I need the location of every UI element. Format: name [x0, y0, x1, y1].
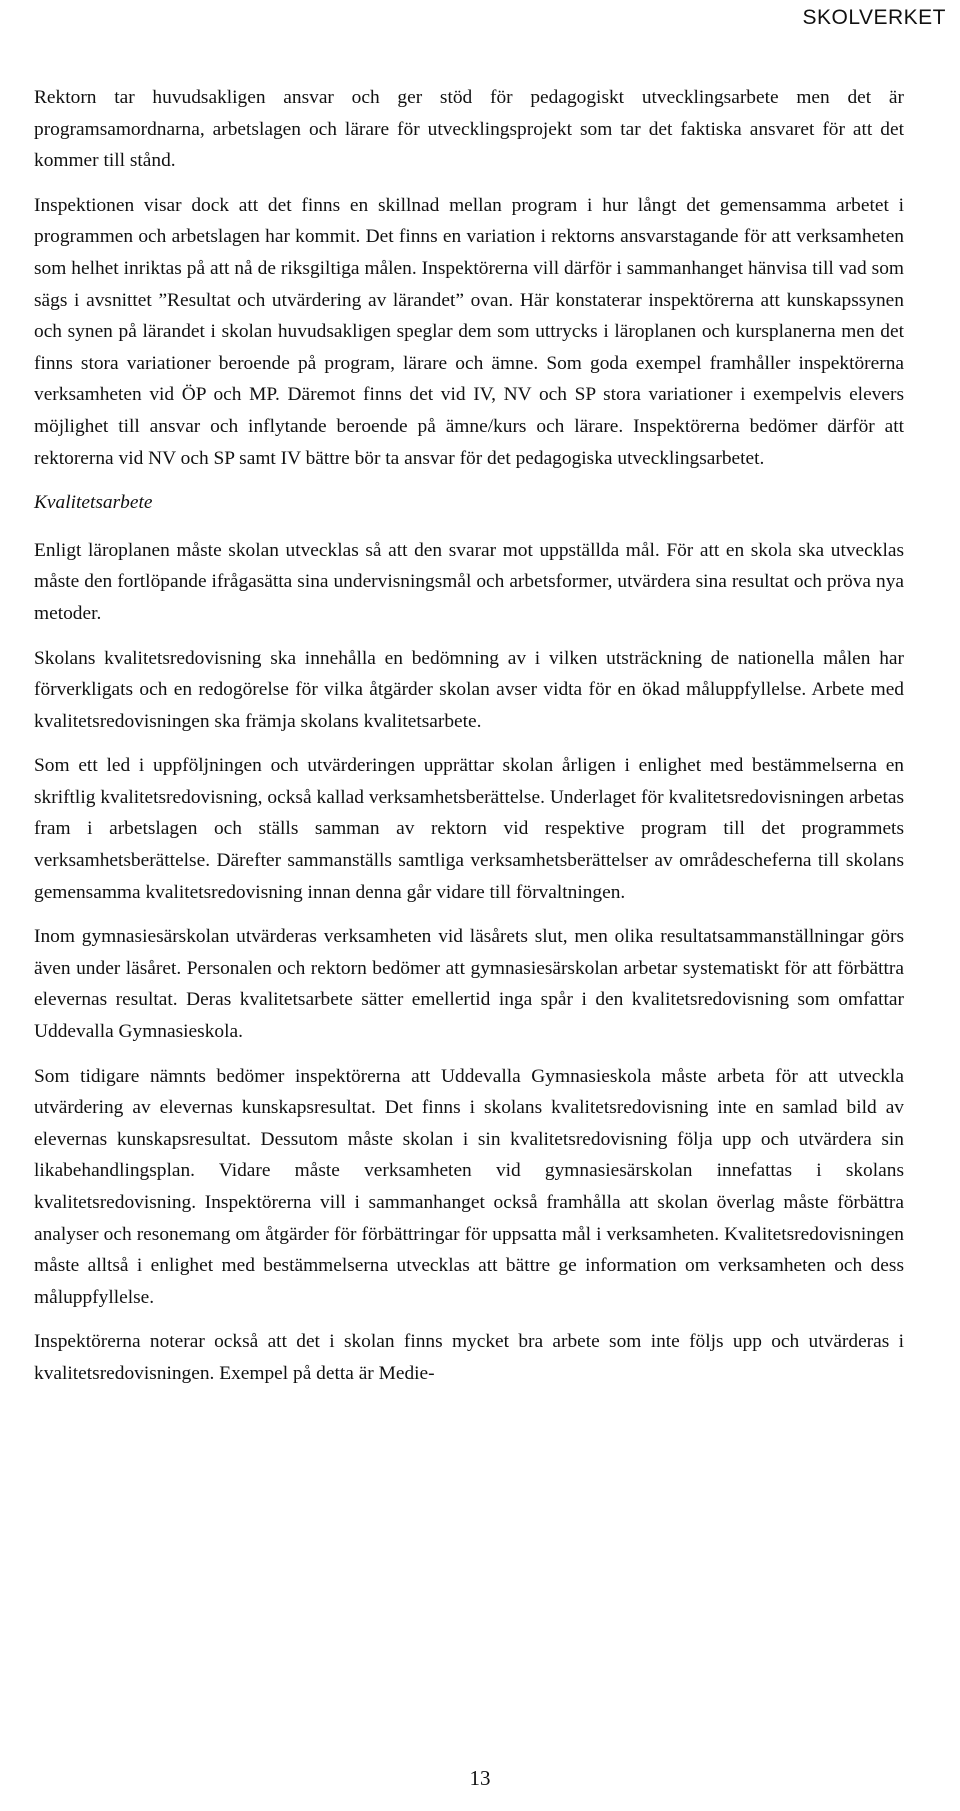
paragraph: Som tidigare nämnts bedömer inspektörerna att Uddevalla Gymnasieskola måste arbeta för att utveckla utvärdering av elevernas kunskapsresultat. Det finns i skolans kvalitetsredovisning inte en samlad bild av elevernas kunskapsresultat. Dessutom måste skolan i sin kvalitetsredovisning följa upp och utvärdera sin likabehandlingsplan. Vidare måste verksamheten vid gymnasiesärskolan innefattas i skolans kvalitetsredovisning. Inspektörerna vill i sammanhanget också framhålla att skolan överlag måste förbättra analyser och resonemang om åtgärder för förbättringar för uppsatta mål i verksamheten. Kvalitetsredovisningen måste alltså i enlighet med bestämmelserna utvecklas att bättre ge information om verksamheten och dess måluppfyllelse. [34, 1065, 904, 1308]
paragraph: Inom gymnasiesärskolan utvärderas verksamheten vid läsårets slut, men olika resultatsammanställningar görs även under läsåret. Personalen och rektorn bedömer att gymnasiesärskolan arbetar systematiskt för att förbättra elevernas resultat. Deras kvalitetsarbete sätter emellertid inga spår i den kvalitetsredovisning som omfattar Uddevalla Gymnasieskola. [34, 926, 904, 1043]
running-header: SKOLVERKET [802, 6, 946, 29]
paragraph: Inspektörerna noterar också att det i skolan finns mycket bra arbete som inte följs upp och utvärderas i kvalitetsredovisningen. Exempel på detta är Medie- [34, 1331, 904, 1384]
section-heading: Kvalitetsarbete [34, 492, 153, 514]
document-body [34, 82, 904, 1390]
paragraph: Enligt läroplanen måste skolan utvecklas så att den svarar mot uppställda mål. För att en skola ska utvecklas måste den fortlöpande ifrågasätta sina undervisningsmål och arbetsformer, utvärdera sina resultat och pröva nya metoder. [34, 539, 904, 624]
paragraph: Som ett led i uppföljningen och utvärderingen upprättar skolan årligen i enlighet med bestämmelserna en skriftlig kvalitetsredovisning, också kallad verksamhetsberättelse. Underlaget för kvalitetsredovisningen arbetas fram i arbetslagen och ställs samman av rektorn vid respektive program till det programmets verksamhetsberättelse. Därefter sammanställs samtliga verksamhetsberättelser av områdescheferna till skolans gemensamma kvalitetsredovisning innan denna går vidare till förvaltningen. [34, 755, 904, 903]
paragraph: Inspektionen visar dock att det finns en skillnad mellan program i hur långt det gemensamma arbetet i programmen och arbetslagen har kommit. Det finns en variation i rektorns ansvarstagande för att verksamheten som helhet inriktas på att nå de riksgiltiga målen. Inspektörerna vill därför i sammanhanget hänvisa till vad som sägs i avsnittet ”Resultat och utvärdering av lärandet” ovan. Här konstaterar inspektörerna att kunskapssynen och synen på lärandet i skolan huvudsakligen speglar dem som uttrycks i läroplanen och kursplanerna men det finns stora variationer beroende på program, lärare och ämne. Som goda exempel framhåller inspektörerna verksamheten vid ÖP och MP. Däremot finns det vid IV, NV och SP stora variationer i exempelvis elevers möjlighet till ansvar och inflytande beroende på ämne/kurs och lärare. Inspektörerna bedömer därför att rektorerna vid NV och SP samt IV bättre bör ta ansvar för det pedagogiska utvecklingsarbetet. [34, 194, 904, 469]
page-number: 13 [469, 1766, 491, 1790]
paragraph: Rektorn tar huvudsakligen ansvar och ger stöd för pedagogiskt utvecklingsarbete men det är programsamordnarna, arbetslagen och lärare för utvecklingsprojekt som tar det faktiska ansvaret för att det kommer till stånd. [34, 87, 904, 172]
paragraph: Skolans kvalitetsredovisning ska innehålla en bedömning av i vilken utsträckning de nationella målen har förverkligats och en redogörelse för vilka åtgärder skolan avser vidta för en ökad måluppfyllelse. Arbete med kvalitetsredovisningen ska främja skolans kvalitetsarbete. [34, 647, 904, 732]
